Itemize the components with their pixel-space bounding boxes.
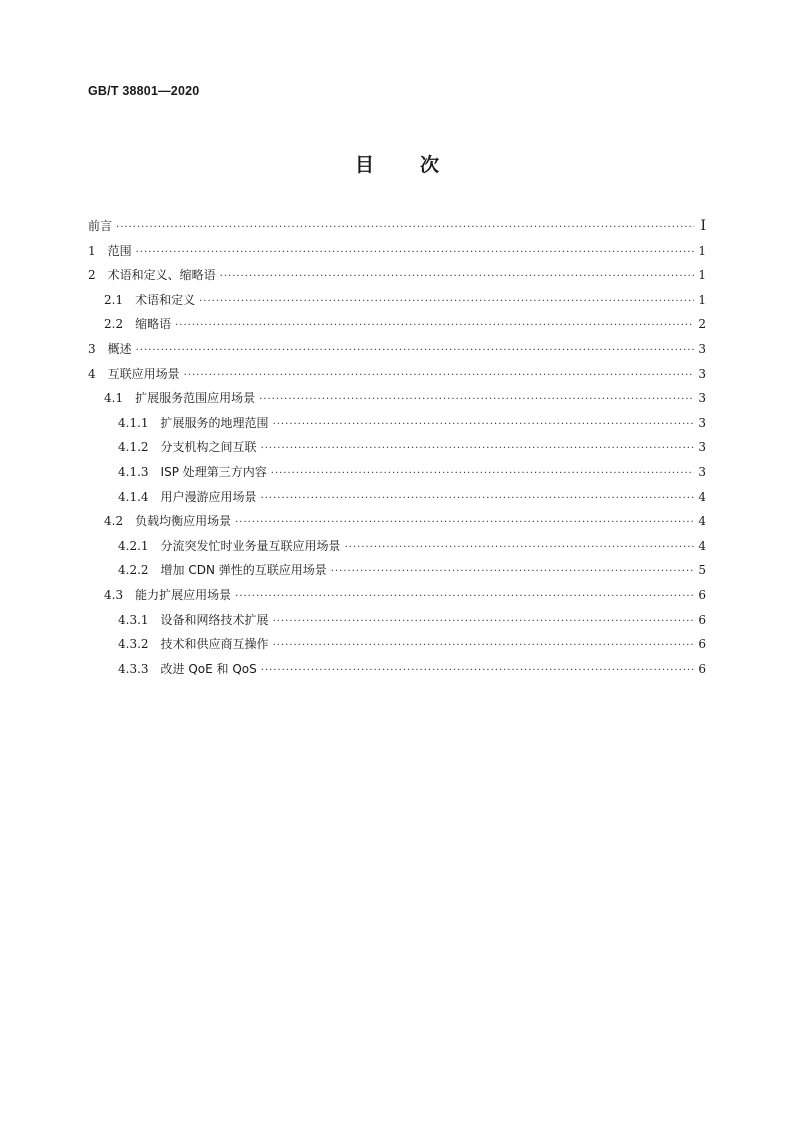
- table-of-contents: [88, 214, 706, 681]
- toc-entry-2-2[interactable]: [88, 312, 706, 337]
- toc-leader-dots: [175, 314, 694, 339]
- toc-entry-page: 3: [698, 391, 706, 406]
- toc-entry-4-1-2[interactable]: [88, 435, 706, 460]
- toc-entry-page: 3: [698, 464, 706, 479]
- toc-entry-number: 4.1.3: [118, 464, 149, 479]
- toc-entry-label: ISP 处理第三方内容: [160, 464, 267, 479]
- toc-leader-dots: [273, 634, 694, 659]
- toc-leader-dots: [261, 487, 694, 512]
- toc-leader-dots: [184, 364, 694, 389]
- toc-entry-number: 3: [88, 341, 96, 356]
- toc-entry-label: 范围: [107, 243, 132, 258]
- toc-entry-label: 用户漫游应用场景: [160, 489, 257, 504]
- toc-entry-4-1-4[interactable]: [88, 485, 706, 510]
- toc-leader-dots: [261, 437, 694, 462]
- toc-entry-4-2-1[interactable]: [88, 534, 706, 559]
- toc-leader-dots: [331, 560, 694, 585]
- toc-entry-number: 4: [88, 366, 96, 381]
- toc-entry-label: 术语和定义: [135, 292, 196, 307]
- toc-entry-foreword[interactable]: [88, 214, 706, 239]
- toc-entry-page: 6: [698, 587, 706, 602]
- toc-entry-label: 前言: [88, 219, 113, 233]
- toc-entry-2-1[interactable]: [88, 288, 706, 313]
- toc-entry-page: 4: [698, 514, 706, 529]
- toc-entry-number: 2.2: [104, 317, 124, 332]
- toc-entry-4-3[interactable]: [88, 583, 706, 608]
- toc-leader-dots: [273, 413, 694, 438]
- toc-entry-label: 分流突发忙时业务量互联应用场景: [160, 538, 341, 553]
- toc-leader-dots: [220, 265, 694, 290]
- toc-entry-label: 扩展服务范围应用场景: [135, 391, 256, 406]
- toc-entry-label: 分支机构之间互联: [160, 440, 257, 455]
- toc-entry-number: 4.1.4: [118, 489, 149, 504]
- toc-entry-number: 2: [88, 268, 96, 283]
- toc-entry-4-3-2[interactable]: [88, 632, 706, 657]
- toc-entry-label: 技术和供应商互操作: [160, 637, 269, 652]
- toc-entry-label: 设备和网络技术扩展: [160, 612, 269, 627]
- toc-leader-dots: [235, 585, 694, 610]
- toc-entry-page: 4: [698, 538, 706, 553]
- toc-entry-label: 能力扩展应用场景: [135, 587, 232, 602]
- toc-leader-dots: [273, 610, 694, 635]
- toc-entry-4-1[interactable]: [88, 386, 706, 411]
- toc-entry-4-3-1[interactable]: [88, 608, 706, 633]
- toc-entry-page: 1: [698, 243, 706, 258]
- toc-entry-1[interactable]: [88, 239, 706, 264]
- toc-entry-number: 4.2.2: [118, 563, 149, 578]
- toc-entry-number: 4.2.1: [118, 538, 149, 553]
- toc-entry-label: 术语和定义、缩略语: [107, 268, 216, 283]
- toc-entry-label: 缩略语: [135, 317, 172, 332]
- document-standard-number: GB/T 38801—2020: [88, 84, 200, 98]
- toc-entry-number: 1: [88, 243, 96, 258]
- toc-leader-dots: [116, 216, 694, 241]
- toc-entry-number: 4.1: [104, 391, 124, 406]
- toc-leader-dots: [235, 511, 694, 536]
- toc-entry-page: 2: [698, 317, 706, 332]
- toc-entry-number: 4.3.1: [118, 612, 149, 627]
- toc-entry-number: 4.1.2: [118, 440, 149, 455]
- toc-entry-4-1-3[interactable]: [88, 460, 706, 485]
- toc-entry-label: 扩展服务的地理范围: [160, 415, 269, 430]
- toc-entry-3[interactable]: [88, 337, 706, 362]
- toc-entry-label: 互联应用场景: [107, 366, 180, 381]
- toc-leader-dots: [136, 241, 694, 266]
- toc-leader-dots: [136, 339, 694, 364]
- toc-leader-dots: [261, 659, 694, 684]
- toc-leader-dots: [345, 536, 694, 561]
- toc-entry-number: 4.3.3: [118, 661, 149, 676]
- page-title: 目次: [354, 154, 485, 176]
- toc-entry-page: 6: [698, 661, 706, 676]
- toc-entry-number: 4.1.1: [118, 415, 149, 430]
- toc-entry-4-2[interactable]: [88, 509, 706, 534]
- toc-entry-label: 负载均衡应用场景: [135, 514, 232, 529]
- toc-entry-page: 4: [698, 489, 706, 504]
- toc-entry-4-3-3[interactable]: [88, 657, 706, 682]
- toc-entry-number: 4.3.2: [118, 637, 149, 652]
- toc-entry-page: 1: [698, 292, 706, 307]
- toc-entry-page: 6: [698, 612, 706, 627]
- toc-leader-dots: [259, 388, 694, 413]
- toc-entry-4-1-1[interactable]: [88, 411, 706, 436]
- toc-entry-number: 2.1: [104, 292, 124, 307]
- toc-entry-number: 4.3: [104, 587, 124, 602]
- toc-entry-label: 增加 CDN 弹性的互联应用场景: [160, 563, 327, 578]
- toc-entry-4[interactable]: [88, 362, 706, 387]
- toc-entry-page: Ⅰ: [700, 218, 706, 234]
- toc-entry-page: 1: [698, 268, 706, 283]
- toc-entry-page: 3: [698, 440, 706, 455]
- toc-leader-dots: [199, 290, 694, 315]
- toc-entry-label: 概述: [107, 341, 132, 356]
- toc-leader-dots: [271, 462, 694, 487]
- toc-entry-page: 3: [698, 366, 706, 381]
- toc-entry-page: 5: [698, 563, 706, 578]
- toc-entry-page: 6: [698, 637, 706, 652]
- toc-entry-number: 4.2: [104, 514, 124, 529]
- toc-entry-page: 3: [698, 341, 706, 356]
- toc-entry-2[interactable]: [88, 263, 706, 288]
- toc-entry-page: 3: [698, 415, 706, 430]
- toc-entry-label: 改进 QoE 和 QoS: [160, 661, 257, 676]
- toc-entry-4-2-2[interactable]: [88, 558, 706, 583]
